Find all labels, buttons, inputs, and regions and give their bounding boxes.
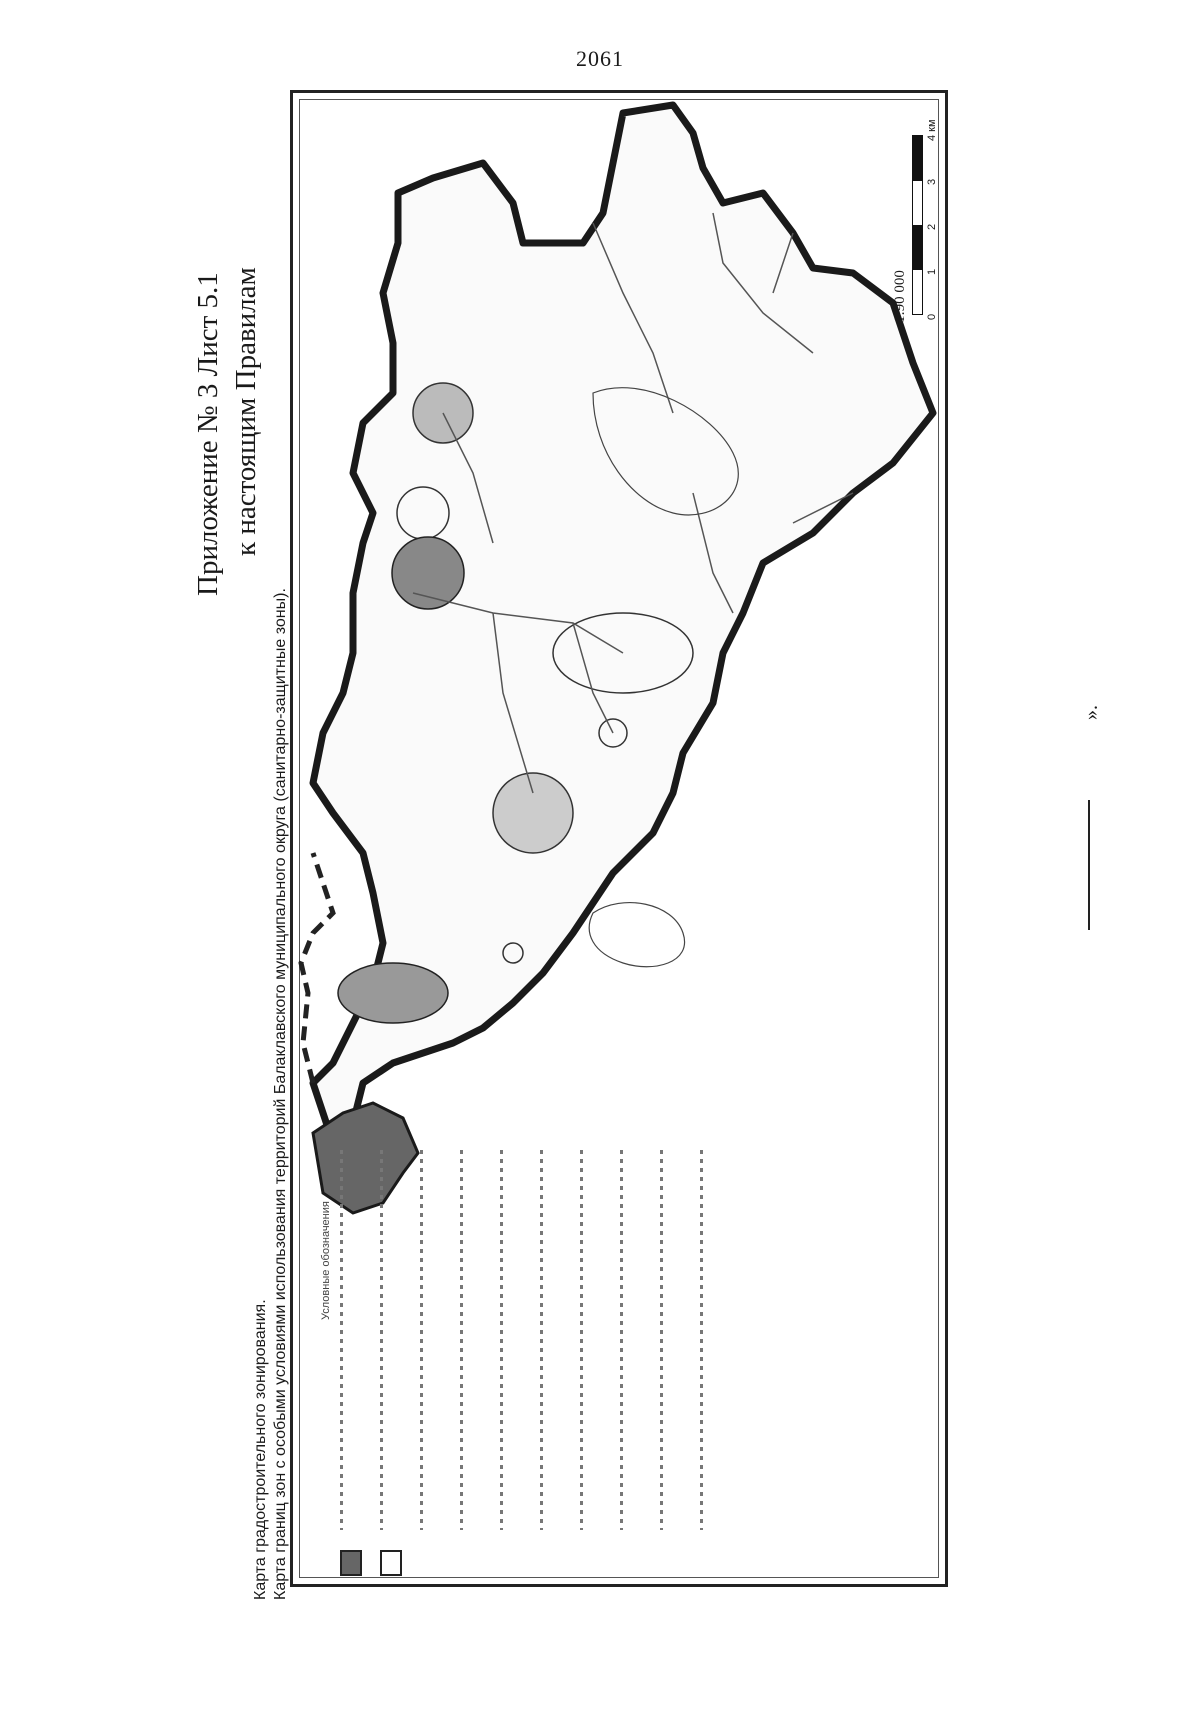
sanitary-zone-4 [493, 773, 573, 853]
legend-swatch-zone [340, 1550, 362, 1576]
appendix-subheading: к настоящим Правилам [230, 267, 262, 556]
page-number: 2061 [576, 46, 624, 71]
scale-tick-4: 4 км [926, 119, 938, 141]
legend-entries [340, 1130, 740, 1570]
legend-line-3 [420, 1150, 423, 1530]
closing-rule [1088, 800, 1090, 930]
scale-segment-4 [913, 270, 922, 315]
scale-bar [870, 95, 938, 335]
sanitary-zone-3 [392, 537, 464, 609]
scale-tick-0: 0 [926, 313, 938, 320]
legend-line-5 [500, 1150, 503, 1530]
legend-line-4 [460, 1150, 463, 1530]
legend-line-1 [340, 1150, 343, 1530]
coastline-dashed [301, 853, 333, 1083]
legend-line-2 [380, 1150, 383, 1530]
scale-tick-1: 1 [926, 268, 938, 275]
map-caption-title: Карта градостроительного зонирования. [252, 1299, 269, 1600]
legend-swatch-boundary [380, 1550, 402, 1576]
scale-strip [912, 135, 923, 315]
scale-segment-2 [913, 181, 922, 226]
scale-ratio: 1:90 000 [892, 270, 908, 323]
legend-line-8 [620, 1150, 623, 1530]
legend-line-7 [580, 1150, 583, 1530]
legend-line-6 [540, 1150, 543, 1530]
legend-line-10 [700, 1150, 703, 1530]
scale-tick-2: 2 [926, 223, 938, 230]
scale-segment-1 [913, 136, 922, 181]
map-caption-subtitle: Карта границ зон с особыми условиями использования территорий Балаклавского муниципального округа (санитарно-защитные зоны). [272, 588, 289, 1600]
scale-tick-3: 3 [926, 178, 938, 185]
map-legend [300, 1120, 900, 1580]
sanitary-zone-6 [338, 963, 448, 1023]
scale-segment-3 [913, 225, 922, 270]
legend-title-text: Условные обозначения [320, 1201, 332, 1320]
legend-line-9 [660, 1150, 663, 1530]
closing-quote: ». [1080, 705, 1102, 720]
appendix-heading: Приложение № 3 Лист 5.1 [192, 272, 224, 596]
